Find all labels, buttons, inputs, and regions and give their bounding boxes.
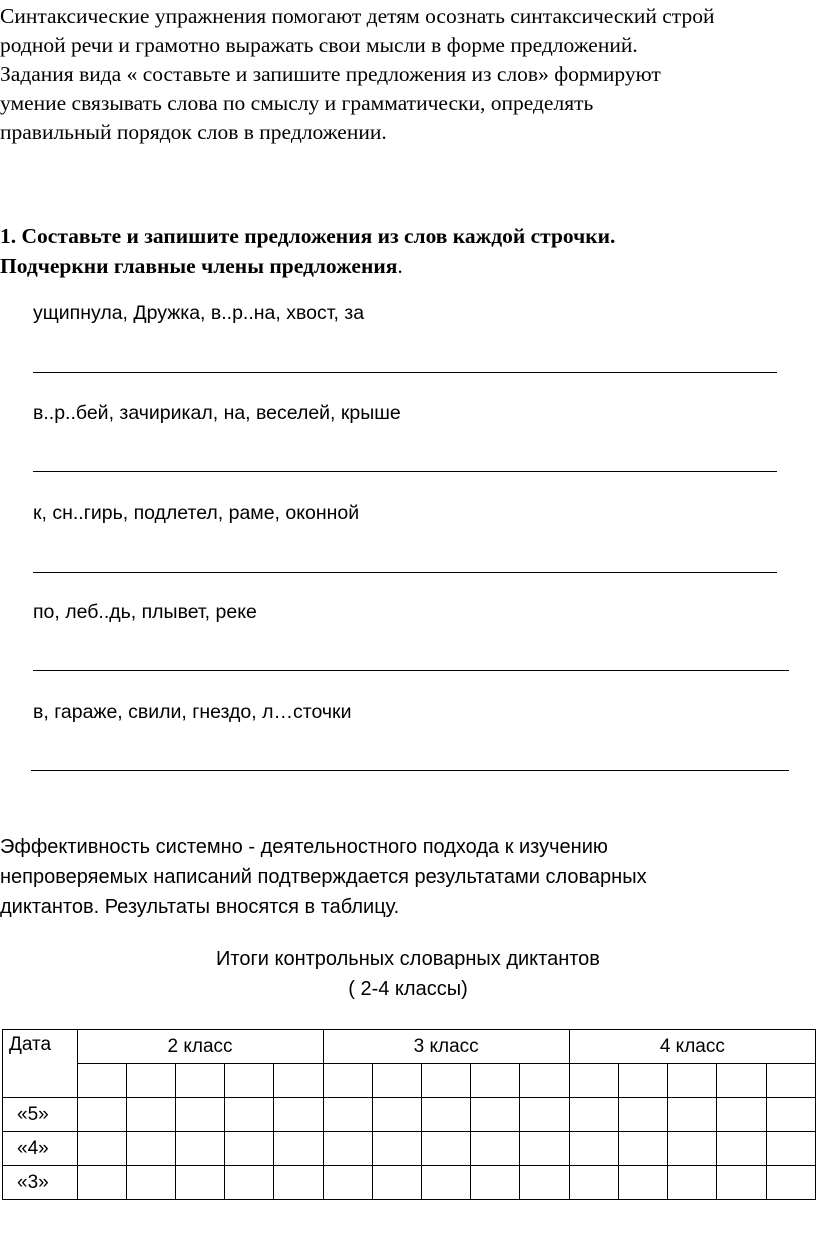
answer-line-3[interactable] <box>33 572 777 573</box>
paragraph2-line-1: Эффективность системно - деятельностного подхода к изучению <box>0 836 608 858</box>
answer-line-1[interactable] <box>33 372 777 373</box>
exercise-words-1: ущипнула, Дружка, в..р..на, хвост, за <box>33 302 365 324</box>
table-cell[interactable] <box>77 1132 126 1166</box>
table-subheader-row <box>3 1064 816 1098</box>
table-cell[interactable] <box>766 1132 815 1166</box>
table-cell[interactable] <box>471 1132 520 1166</box>
task-line-1: 1. Составьте и запишите предложения из слов каждой строчки. <box>0 224 616 248</box>
table-cell[interactable] <box>668 1166 717 1200</box>
table-cell[interactable] <box>471 1098 520 1132</box>
exercise-words-4: по, леб..дь, плывет, реке <box>33 601 257 623</box>
table-cell[interactable] <box>323 1098 372 1132</box>
table-cell[interactable] <box>717 1132 766 1166</box>
table-cell[interactable] <box>569 1098 618 1132</box>
table-cell[interactable] <box>225 1166 274 1200</box>
table-cell[interactable] <box>225 1098 274 1132</box>
table-cell[interactable] <box>569 1064 618 1098</box>
table-cell[interactable] <box>618 1132 667 1166</box>
table-cell[interactable] <box>126 1132 175 1166</box>
table-cell[interactable] <box>422 1166 471 1200</box>
table-cell[interactable] <box>717 1064 766 1098</box>
answer-line-5[interactable] <box>31 770 789 771</box>
table-cell[interactable] <box>77 1064 126 1098</box>
table-cell[interactable] <box>225 1064 274 1098</box>
table-cell[interactable] <box>175 1098 224 1132</box>
answer-line-2[interactable] <box>33 471 777 472</box>
table-cell[interactable] <box>422 1132 471 1166</box>
intro-line-3: Задания вида « составьте и запишите предложения из слов» формируют <box>0 62 661 86</box>
class-header-3: 3 класс <box>323 1030 569 1064</box>
table-cell[interactable] <box>323 1132 372 1166</box>
table-row-grade-4 <box>3 1132 816 1166</box>
table-cell[interactable] <box>668 1064 717 1098</box>
table-cell[interactable] <box>274 1098 323 1132</box>
intro-line-4: умение связывать слова по смыслу и грамматически, определять <box>0 91 594 115</box>
answer-line-4[interactable] <box>33 670 789 671</box>
table-cell[interactable] <box>618 1166 667 1200</box>
paragraph2-line-2: непроверяемых написаний подтверждается результатами словарных <box>0 866 647 888</box>
intro-line-1: Синтаксические упражнения помогают детям осознать синтаксический строй <box>0 4 715 28</box>
table-cell[interactable] <box>766 1098 815 1132</box>
exercise-words-3: к, сн..гирь, подлетел, раме, оконной <box>33 502 360 524</box>
table-cell[interactable] <box>668 1132 717 1166</box>
table-cell[interactable] <box>520 1098 569 1132</box>
table-subtitle: ( 2-4 классы) <box>348 978 468 1000</box>
table-cell[interactable] <box>717 1166 766 1200</box>
grade-label-5: «5» <box>3 1098 78 1132</box>
table-cell[interactable] <box>274 1132 323 1166</box>
table-row-grade-3 <box>3 1166 816 1200</box>
task-line-2 <box>0 251 615 281</box>
table-cell[interactable] <box>175 1064 224 1098</box>
table-cell[interactable] <box>422 1098 471 1132</box>
task-line-2-tail: . <box>397 254 403 278</box>
paragraph2-line-3: диктантов. Результаты вносятся в таблицу. <box>0 896 400 918</box>
grade-label-3: «3» <box>3 1166 78 1200</box>
table-cell[interactable] <box>77 1166 126 1200</box>
results-table <box>2 1029 816 1200</box>
table-cell[interactable] <box>372 1132 421 1166</box>
task-line-2-text: Подчеркни главные члены предложения <box>0 254 398 278</box>
table-cell[interactable] <box>569 1166 618 1200</box>
table-header-row <box>3 1030 816 1064</box>
class-header-4: 4 класс <box>569 1030 815 1064</box>
table-cell[interactable] <box>766 1064 815 1098</box>
table-cell[interactable] <box>372 1166 421 1200</box>
table-cell[interactable] <box>323 1166 372 1200</box>
table-cell[interactable] <box>126 1064 175 1098</box>
table-cell[interactable] <box>569 1132 618 1166</box>
table-cell[interactable] <box>225 1132 274 1166</box>
table-cell[interactable] <box>766 1166 815 1200</box>
class-header-2: 2 класс <box>77 1030 323 1064</box>
table-cell[interactable] <box>126 1166 175 1200</box>
exercise-words-5: в, гараже, свили, гнездо, л…сточки <box>33 701 352 723</box>
table-cell[interactable] <box>422 1064 471 1098</box>
table-row-grade-5 <box>3 1098 816 1132</box>
table-cell[interactable] <box>274 1166 323 1200</box>
table-cell[interactable] <box>175 1166 224 1200</box>
table-cell[interactable] <box>717 1098 766 1132</box>
table-cell[interactable] <box>372 1064 421 1098</box>
table-title: Итоги контрольных словарных диктантов <box>216 948 600 970</box>
table-cell[interactable] <box>520 1166 569 1200</box>
grade-label-4: «4» <box>3 1132 78 1166</box>
table-cell[interactable] <box>668 1098 717 1132</box>
intro-line-2: родной речи и грамотно выражать свои мысли в форме предложений. <box>0 33 638 57</box>
task-instruction <box>0 221 615 281</box>
table-cell[interactable] <box>618 1098 667 1132</box>
table-cell[interactable] <box>618 1064 667 1098</box>
table-cell[interactable] <box>77 1098 126 1132</box>
exercise-words-2: в..р..бей, зачирикал, на, веселей, крыше <box>33 402 401 424</box>
table-cell[interactable] <box>175 1132 224 1166</box>
date-header: Дата <box>3 1030 78 1098</box>
table-cell[interactable] <box>520 1064 569 1098</box>
table-cell[interactable] <box>520 1132 569 1166</box>
table-cell[interactable] <box>274 1064 323 1098</box>
table-cell[interactable] <box>372 1098 421 1132</box>
intro-line-5: правильный порядок слов в предложении. <box>0 120 387 144</box>
table-cell[interactable] <box>471 1166 520 1200</box>
table-cell[interactable] <box>323 1064 372 1098</box>
table-cell[interactable] <box>471 1064 520 1098</box>
table-cell[interactable] <box>126 1098 175 1132</box>
